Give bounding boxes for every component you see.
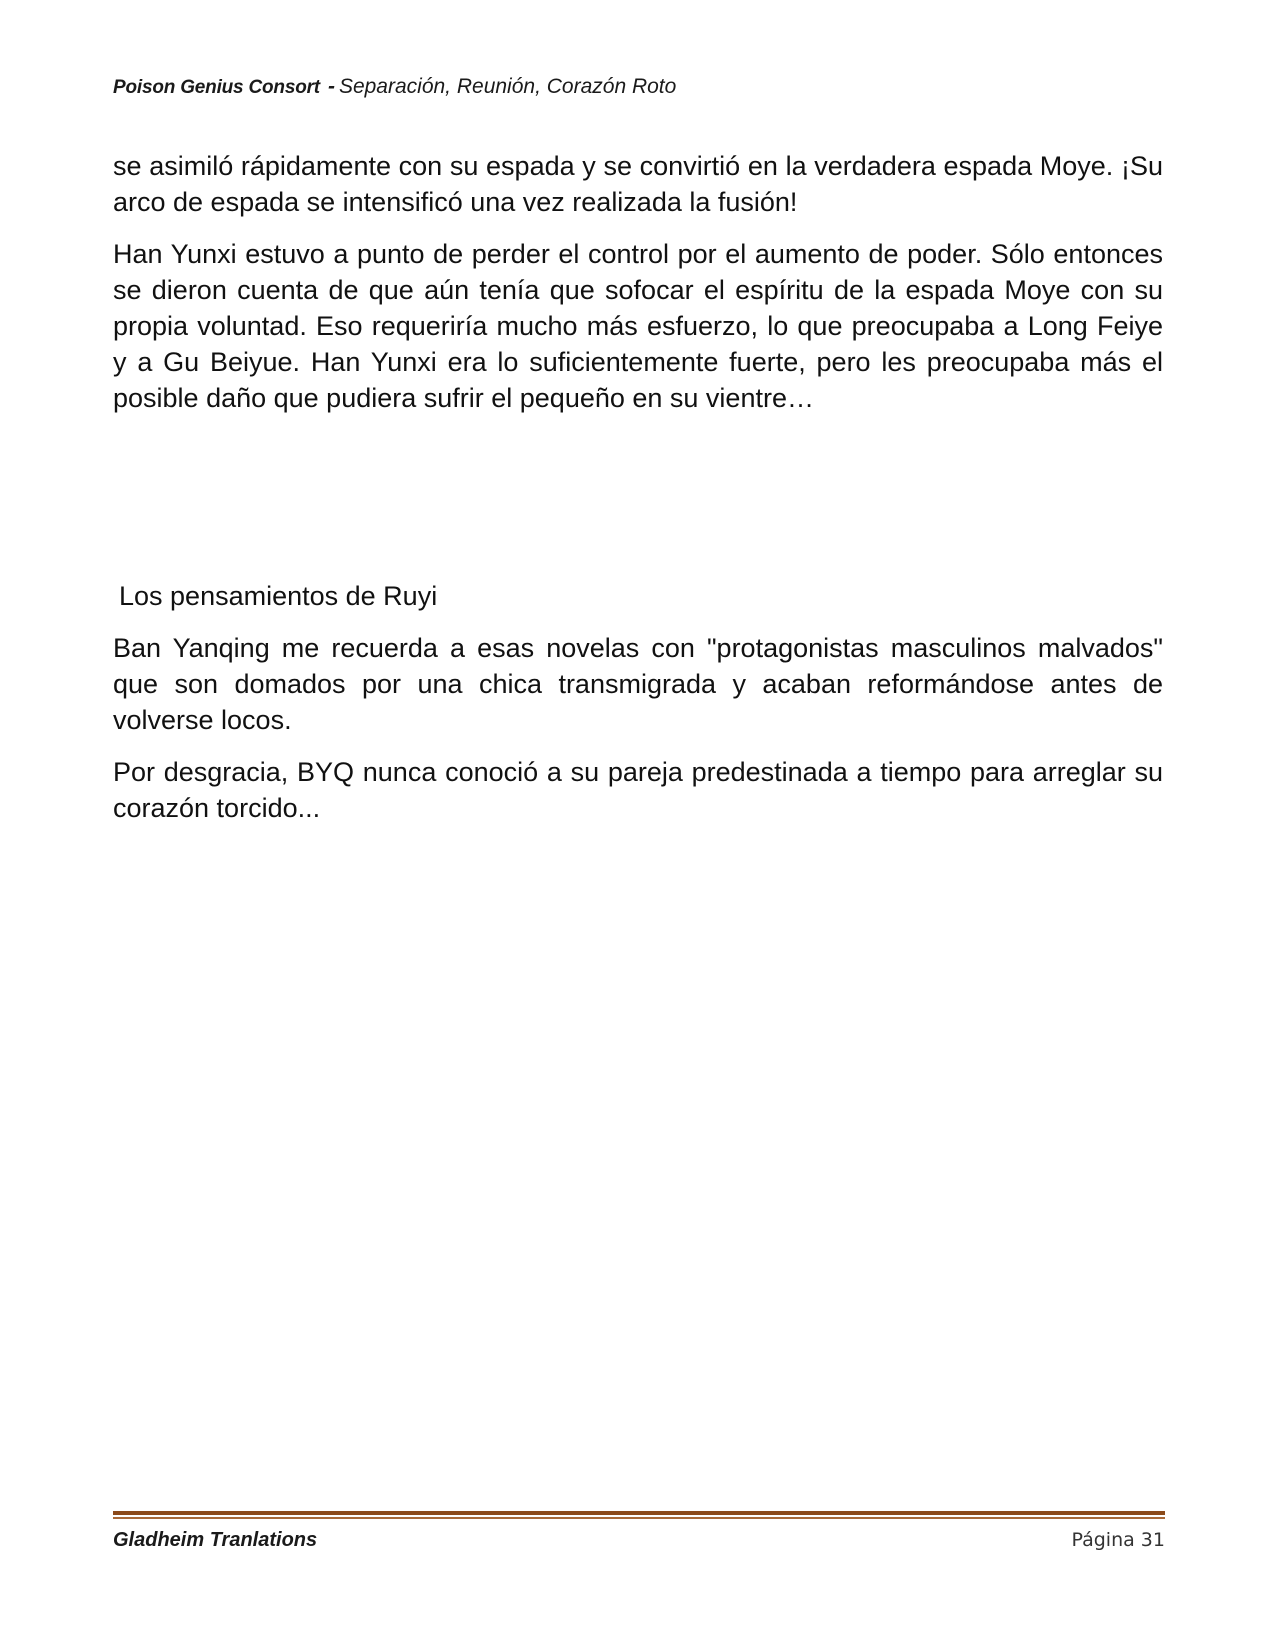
footer-divider	[113, 1511, 1165, 1519]
header-separator: -	[327, 75, 335, 98]
paragraph: Ban Yanqing me recuerda a esas novelas con "protagonistas masculinos malvados" que son domados por una chica transmigrada y acaban reformándose antes de volverse locos.	[113, 633, 1163, 735]
footer-rule-thick	[113, 1511, 1165, 1515]
series-title: Poison Genius Consort	[113, 77, 320, 98]
notes-text	[113, 630, 1163, 842]
body-text	[113, 148, 1163, 432]
footer-publisher: Gladheim Tranlations	[113, 1529, 318, 1551]
chapter-title: Separación, Reunión, Corazón Roto	[338, 75, 677, 98]
paragraph: Por desgracia, BYQ nunca conoció a su pareja predestinada a tiempo para arreglar su corazón torcido...	[113, 757, 1163, 823]
footer-rule-thin	[113, 1517, 1165, 1519]
paragraph: se asimiló rápidamente con su espada y se convirtió en la verdadera espada Moye. ¡Su arco de espada se intensificó una vez realizada la fusión!	[113, 151, 1163, 217]
page-number: Página 31	[1071, 1529, 1165, 1551]
notes-heading: Los pensamientos de Ruyi	[119, 581, 438, 611]
paragraph: Han Yunxi estuvo a punto de perder el control por el aumento de poder. Sólo entonces se dieron cuenta de que aún tenía que sofocar el espíritu de la espada Moye con su propia voluntad. Eso requeriría mucho más esfuerzo, lo que preocupaba a Long Feiye y a Gu Beiyue. Han Yunxi era lo suficientemente fuerte, pero les preocupaba más el posible daño que pudiera sufrir el pequeño en su vientre…	[113, 239, 1163, 413]
page-header	[113, 72, 1163, 103]
